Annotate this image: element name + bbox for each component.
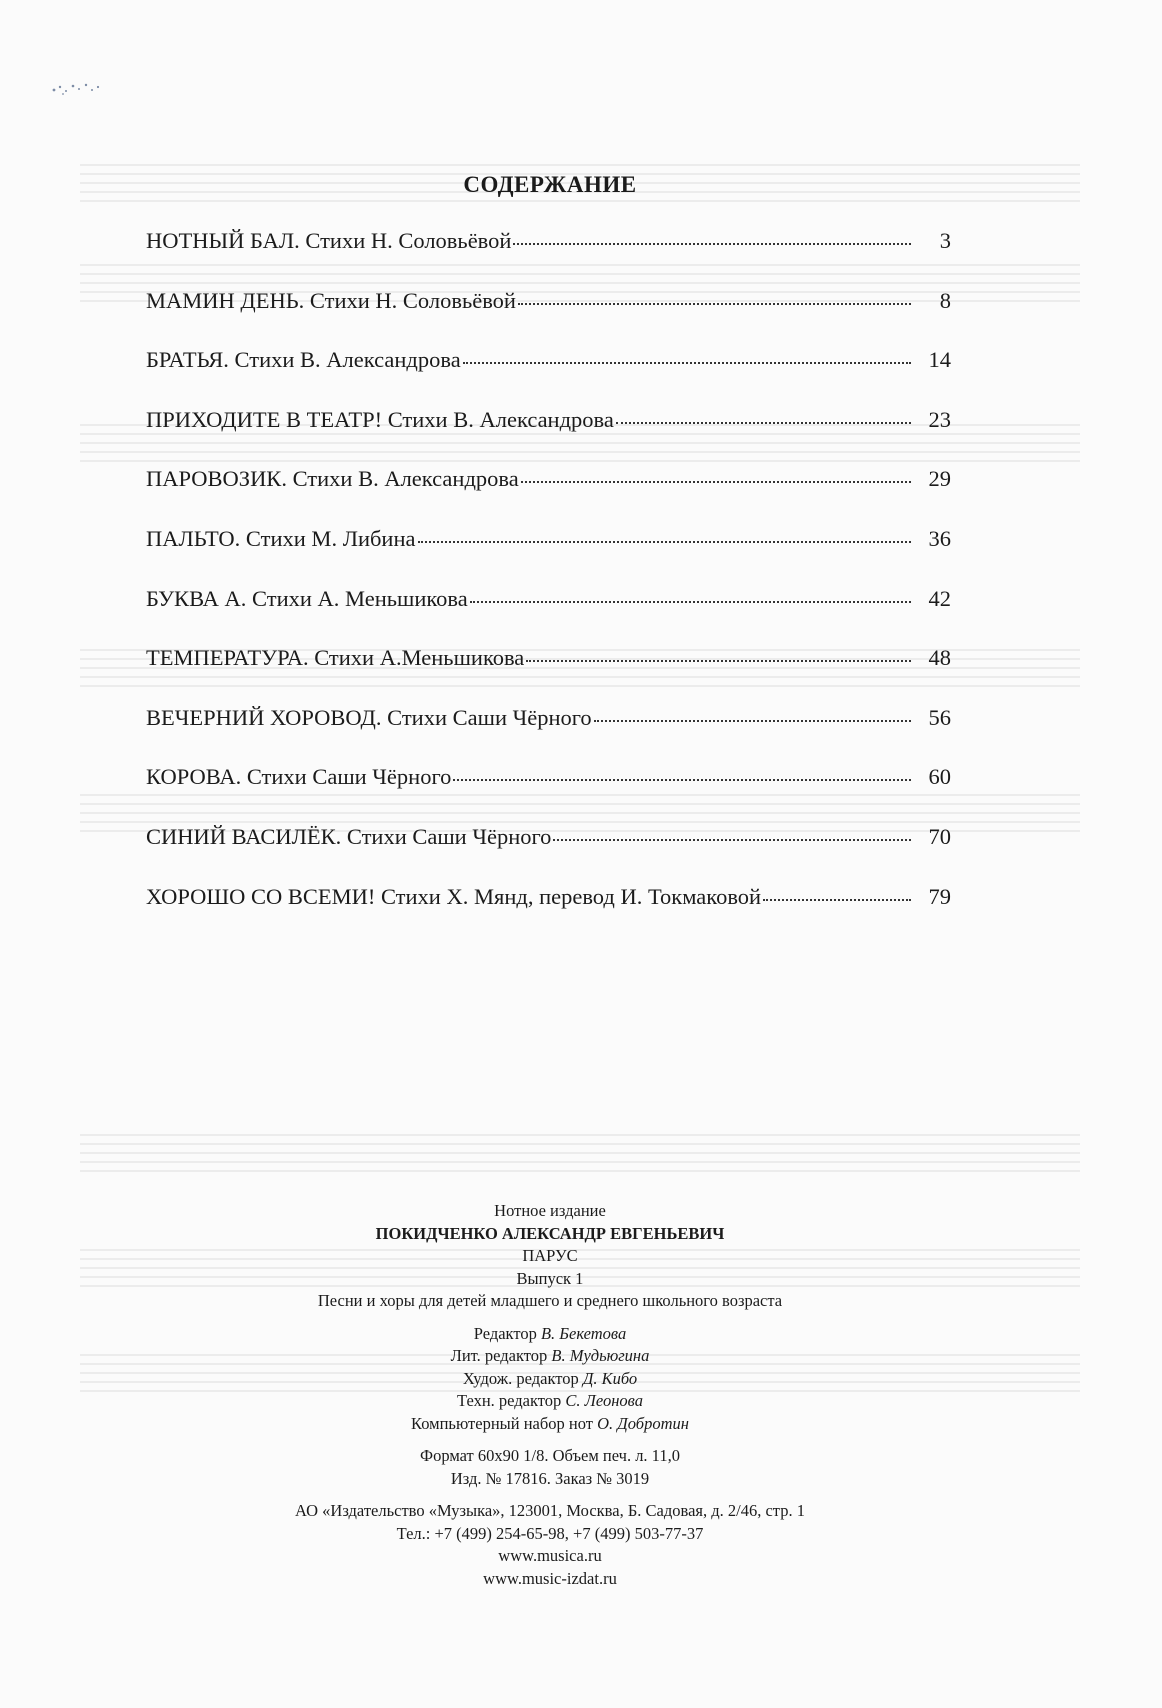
- toc-entry: [146, 884, 951, 944]
- website-link: www.music-izdat.ru: [483, 1568, 617, 1588]
- toc-entry: [146, 764, 951, 824]
- credit-person: В. Бекетова: [540, 1323, 627, 1343]
- credit-line: [0, 1390, 1100, 1413]
- toc-entry-page: 14: [928, 347, 951, 373]
- order-info: Изд. № 17816. Заказ № 3019: [450, 1468, 650, 1488]
- dot-leader: [594, 720, 911, 722]
- publisher-address: АО «Издательство «Музыка», 123001, Москва, Б. Садовая, д. 2/46, стр. 1: [295, 1501, 805, 1520]
- dot-leader: [470, 601, 911, 603]
- toc-entry-title: СИНИЙ ВАСИЛЁК. Стихи Саши Чёрного: [146, 823, 552, 849]
- toc-entry: [146, 347, 951, 407]
- contents-title: СОДЕРЖАНИЕ: [463, 172, 637, 197]
- credit-role: Лит. редактор: [450, 1346, 548, 1365]
- toc-entry-page: 48: [928, 645, 951, 671]
- format-info: Формат 60x90 1/8. Объем печ. л. 11,0: [420, 1446, 680, 1465]
- issue-number: Выпуск 1: [516, 1268, 584, 1288]
- toc-entry-title: ПАРОВОЗИК. Стихи В. Александрова: [146, 466, 519, 492]
- toc-entry-page: 70: [928, 823, 951, 849]
- toc-entry: [146, 705, 951, 765]
- toc-entry: [146, 407, 951, 467]
- book-title: ПАРУС: [522, 1246, 578, 1265]
- toc-entry-title: МАМИН ДЕНЬ. Стихи Н. Соловьёвой: [146, 287, 516, 313]
- dot-leader: [616, 422, 911, 424]
- toc-entry: [146, 466, 951, 526]
- toc-entry: [146, 228, 951, 288]
- dot-leader: [521, 481, 911, 483]
- dot-leader: [763, 899, 911, 901]
- toc-entry-title: ХОРОШО СО ВСЕМИ! Стихи Х. Мянд, перевод И. Токмаковой: [146, 883, 762, 909]
- toc-entry-title: КОРОВА. Стихи Саши Чёрного: [146, 764, 452, 790]
- toc-entry-page: 3: [939, 228, 951, 253]
- toc-entry-title: ВЕЧЕРНИЙ ХОРОВОД. Стихи Саши Чёрного: [146, 704, 592, 730]
- toc-entry-page: 79: [928, 883, 951, 909]
- dot-leader: [553, 839, 911, 841]
- dot-leader: [418, 541, 911, 543]
- credit-line: [0, 1413, 1100, 1436]
- toc-entry-title: НОТНЫЙ БАЛ. Стихи Н. Соловьёвой: [146, 228, 512, 253]
- toc-entry-title: ПРИХОДИТЕ В ТЕАТР! Стихи В. Александрова: [146, 406, 614, 432]
- credit-role: Техн. редактор: [457, 1391, 562, 1410]
- credit-person: В. Мудьюгина: [551, 1346, 650, 1365]
- credit-role: Компьютерный набор нот: [411, 1413, 593, 1433]
- credit-role: Редактор: [473, 1323, 537, 1343]
- imprint-block: [0, 1200, 1100, 1590]
- toc-entry-page: 36: [928, 525, 951, 551]
- toc-entry: [146, 645, 951, 705]
- dot-leader: [526, 660, 911, 662]
- toc-entry-page: 8: [939, 287, 951, 313]
- contents-list: [146, 228, 951, 943]
- scan-speck: [48, 78, 108, 100]
- toc-entry-page: 29: [928, 466, 951, 492]
- book-subtitle: Песни и хоры для детей младшего и среднего школьного возраста: [317, 1291, 783, 1310]
- publisher-phones: Тел.: +7 (499) 254-65-98, +7 (499) 503-77-37: [396, 1523, 704, 1543]
- toc-entry-page: 42: [928, 585, 951, 611]
- credit-person: С. Леонова: [565, 1391, 643, 1410]
- dot-leader: [463, 362, 911, 364]
- toc-entry: [146, 288, 951, 348]
- toc-entry: [146, 526, 951, 586]
- toc-entry-title: БУКВА А. Стихи А. Меньшикова: [146, 585, 468, 611]
- edition-type: Нотное издание: [494, 1201, 606, 1220]
- website-link: www.musica.ru: [498, 1546, 602, 1565]
- credit-line: [0, 1345, 1100, 1368]
- dot-leader: [453, 779, 911, 781]
- toc-entry-title: ТЕМПЕРАТУРА. Стихи А.Меньшикова: [146, 645, 525, 671]
- dot-leader: [513, 243, 911, 245]
- credit-person: Д. Кибо: [582, 1368, 638, 1388]
- dot-leader: [518, 303, 911, 305]
- author-name: ПОКИДЧЕНКО АЛЕКСАНДР ЕВГЕНЬЕВИЧ: [375, 1223, 725, 1243]
- toc-entry-title: ПАЛЬТО. Стихи М. Либина: [146, 525, 416, 551]
- toc-entry: [146, 824, 951, 884]
- toc-entry-page: 23: [928, 406, 951, 432]
- toc-entry-page: 56: [928, 704, 951, 730]
- toc-entry-page: 60: [928, 764, 951, 790]
- credit-role: Худож. редактор: [462, 1368, 579, 1388]
- toc-entry-title: БРАТЬЯ. Стихи В. Александрова: [146, 347, 461, 373]
- credit-line: [0, 1368, 1100, 1391]
- credit-line: [0, 1323, 1100, 1346]
- toc-entry: [146, 586, 951, 646]
- credit-person: О. Добротин: [597, 1413, 689, 1433]
